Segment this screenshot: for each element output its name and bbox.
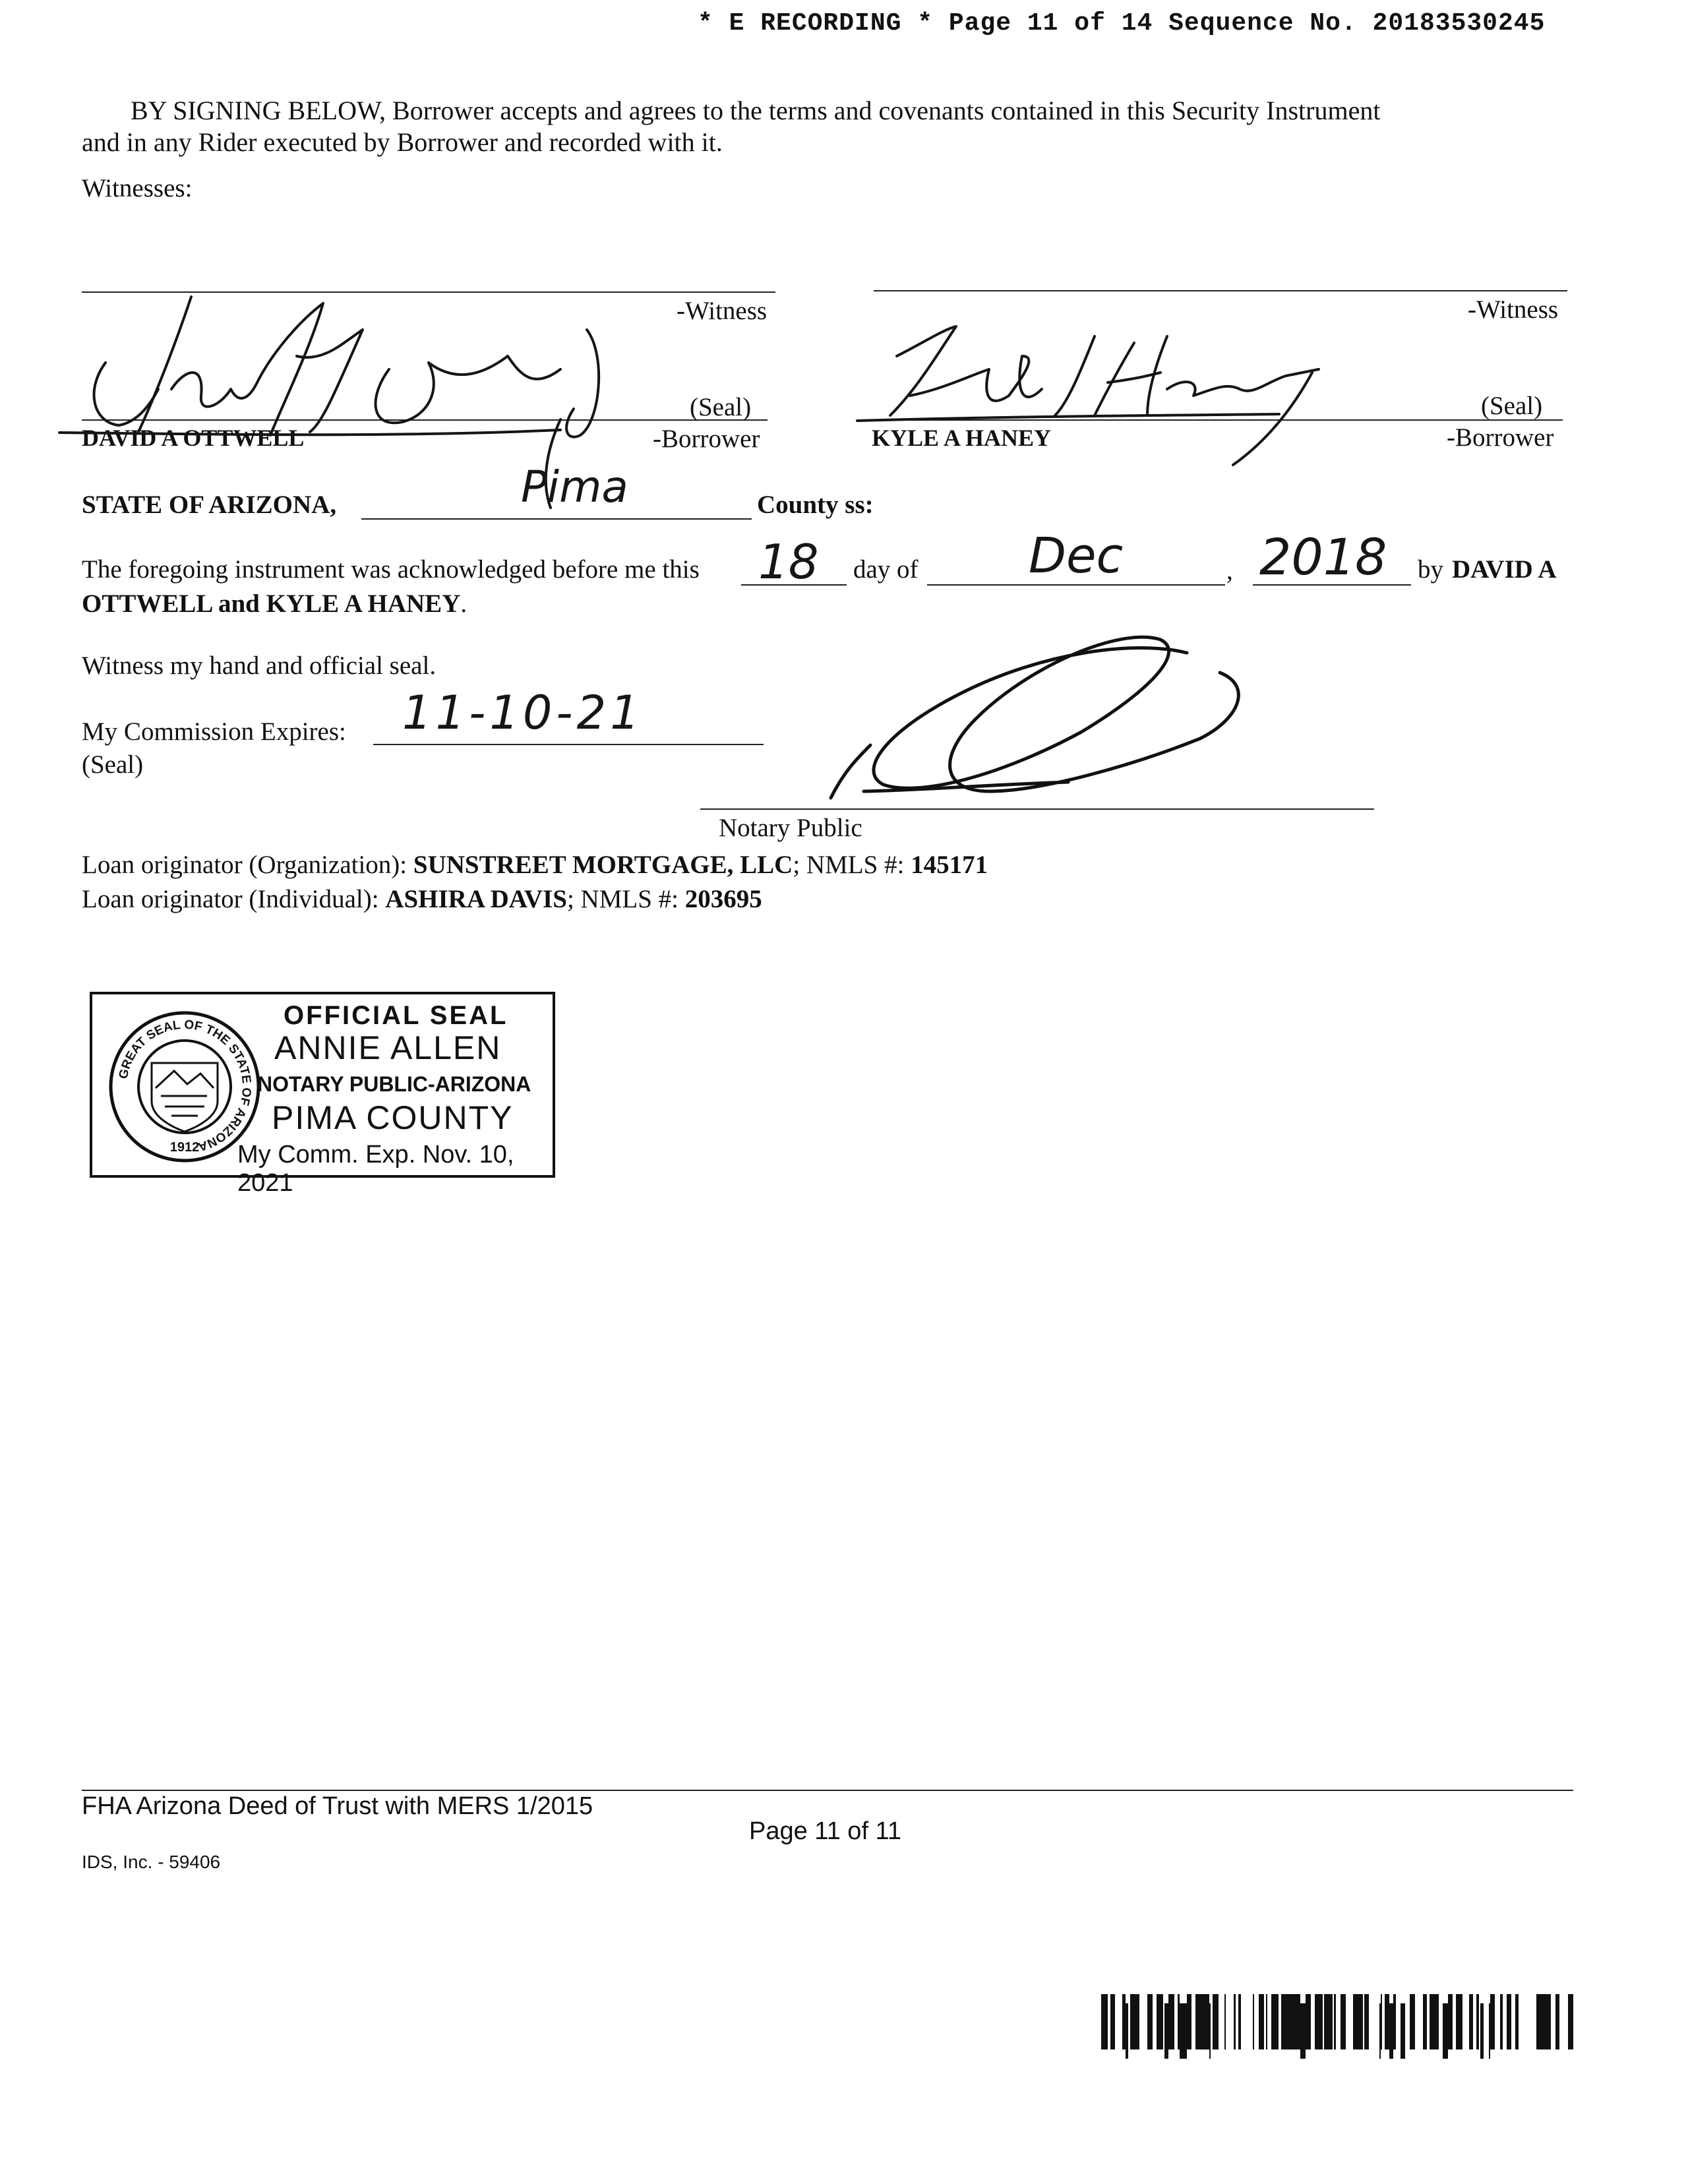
barcode-bar xyxy=(1306,1994,1310,2049)
ind-nmls-label: ; NMLS #: xyxy=(566,885,678,913)
barcode-bar xyxy=(1110,1994,1115,2049)
ind-label: Loan originator (Individual): xyxy=(82,885,379,913)
barcode-bar xyxy=(1259,1994,1264,2049)
witness-hand-seal: Witness my hand and official seal. xyxy=(82,652,437,680)
barcode-bar xyxy=(1509,1994,1511,2049)
barcode-bar xyxy=(1127,2003,1128,2059)
barcode-bar xyxy=(1443,2003,1448,2059)
barcode-bar xyxy=(1379,2003,1381,2059)
county-label: County ss: xyxy=(757,491,874,519)
by-label: by xyxy=(1418,555,1443,584)
stamp-title: OFFICIAL SEAL xyxy=(284,1001,508,1030)
barcode-bar xyxy=(1281,1994,1286,2049)
stamp-role: NOTARY PUBLIC-ARIZONA xyxy=(257,1072,531,1096)
barcode-bar xyxy=(1187,1994,1191,2049)
barcode-bar xyxy=(1324,1994,1327,2049)
witness-label-right: -Witness xyxy=(1468,295,1559,324)
barcode-bar xyxy=(1476,1994,1478,2049)
barcode-bar xyxy=(1135,1994,1137,2049)
barcode-bar xyxy=(1297,1994,1300,2049)
barcode-bar xyxy=(1381,1994,1382,2049)
barcode-bar xyxy=(1480,2003,1484,2059)
by-name-2-suffix: . xyxy=(460,590,467,618)
footer-form-name: FHA Arizona Deed of Trust with MERS 1/2015 xyxy=(82,1792,593,1820)
org-name: SUNSTREET MORTGAGE, LLC xyxy=(413,851,793,879)
witnesses-label: Witnesses: xyxy=(82,174,193,202)
stamp-expiration: My Comm. Exp. Nov. 10, 2021 xyxy=(237,1141,514,1197)
barcode-bar xyxy=(1358,1994,1360,2049)
barcode-bar xyxy=(1253,1994,1254,2049)
barcode-bar xyxy=(1161,1994,1163,2049)
notary-stamp xyxy=(90,992,555,1197)
recording-banner: * E RECORDING * Page 11 of 14 Sequence No. 20183530245 xyxy=(698,9,1546,38)
barcode-bar xyxy=(1401,2003,1405,2059)
witness-line-right xyxy=(874,290,1567,291)
barcode-bar xyxy=(1433,1994,1435,2049)
barcode-bar xyxy=(1471,1994,1473,2049)
barcode-bar xyxy=(1310,1994,1311,2049)
intro-line-1: BY SIGNING BELOW, Borrower accepts and agrees to the terms and covenants contained in this Security Instrument xyxy=(131,96,1381,125)
barcode-bar xyxy=(1137,1994,1139,2049)
barcode-bar xyxy=(1133,1994,1135,2049)
barcode-bar xyxy=(1353,1994,1358,2049)
barcode-bar xyxy=(1292,1994,1297,2049)
barcode-bar xyxy=(1319,1994,1323,2049)
barcode-bar xyxy=(1215,1994,1219,2049)
year-comma: , xyxy=(1226,557,1233,585)
barcode-bar xyxy=(1275,1994,1279,2049)
notary-line xyxy=(700,808,1374,810)
barcode-bar xyxy=(1331,1994,1333,2049)
commission-label: My Commission Expires: xyxy=(82,717,346,746)
barcode-bar xyxy=(1385,1994,1389,2049)
barcode-bar xyxy=(1147,1994,1153,2049)
barcode-bar xyxy=(1469,1994,1471,2049)
stamp-county: PIMA COUNTY xyxy=(272,1099,514,1136)
commission-line xyxy=(373,744,764,745)
month-handwritten: Dec xyxy=(1029,528,1124,584)
barcode-bar xyxy=(1238,1994,1241,2049)
commission-handwritten: 11-10-21 xyxy=(402,686,644,740)
barcode-bar xyxy=(1209,2003,1211,2059)
barcode-bar xyxy=(1204,1994,1209,2049)
day-handwritten: 18 xyxy=(758,534,819,590)
barcode-bar xyxy=(1546,1994,1551,2049)
barcode-bar xyxy=(1106,1994,1108,2049)
barcode-bar xyxy=(1126,2003,1127,2059)
barcode-bar xyxy=(1490,1994,1495,2049)
barcode-bar xyxy=(1393,1994,1396,2049)
barcode-bar xyxy=(1327,1994,1329,2049)
county-handwritten: Pima xyxy=(521,462,628,512)
seal-label-left: (Seal) xyxy=(690,393,752,421)
notary-signature-icon xyxy=(791,626,1253,811)
barcode-bar xyxy=(1430,1994,1433,2049)
year-handwritten: 2018 xyxy=(1259,528,1387,586)
barcode-bar xyxy=(1541,1994,1546,2049)
barcode-bar xyxy=(1568,1994,1570,2049)
barcode-bar xyxy=(1489,2003,1490,2059)
footer-vendor: IDS, Inc. - 59406 xyxy=(82,1852,221,1872)
barcode-bar xyxy=(1515,1994,1519,2049)
borrower2-name: KYLE A HANEY xyxy=(872,425,1052,451)
borrower-label-right: -Borrower xyxy=(1447,423,1554,452)
month-line xyxy=(927,584,1225,586)
by-name-2: OTTWELL and KYLE A HANEY xyxy=(82,590,461,618)
barcode-bar xyxy=(1451,1994,1453,2049)
barcode-bar xyxy=(1410,1994,1415,2049)
barcode-bar xyxy=(1423,1994,1427,2049)
ind-nmls: 203695 xyxy=(684,885,762,913)
ind-name: ASHIRA DAVIS xyxy=(385,885,567,913)
org-nmls-label: ; NMLS #: xyxy=(793,851,905,879)
barcode-bar xyxy=(1478,1994,1479,2049)
barcode-bar xyxy=(1171,1994,1174,2049)
barcode-bar xyxy=(1500,1994,1503,2049)
barcode-bar xyxy=(1203,1994,1204,2049)
barcode-bar xyxy=(1536,1994,1541,2049)
barcode-bar xyxy=(1360,1994,1363,2049)
barcode-bar xyxy=(1224,1994,1226,2049)
by-name-1: DAVID A xyxy=(1452,555,1557,584)
barcode-bar xyxy=(1315,1994,1319,2049)
witness-label-left: -Witness xyxy=(677,297,768,325)
intro-line-2: and in any Rider executed by Borrower and recorded with it. xyxy=(82,127,723,157)
seal-label-right: (Seal) xyxy=(1481,392,1543,420)
org-nmls: 145171 xyxy=(911,851,988,879)
barcode-bar xyxy=(1448,1994,1451,2049)
barcode-bar xyxy=(1130,1994,1133,2049)
borrower2-signature-icon xyxy=(857,317,1332,468)
barcode-bar xyxy=(1178,1994,1180,2049)
barcode-bar xyxy=(1507,1994,1509,2049)
seal-paren: (Seal) xyxy=(82,750,144,779)
foregoing-text: The foregoing instrument was acknowledged before me this xyxy=(82,555,700,584)
barcode-bar xyxy=(1157,1994,1161,2049)
barcode-icon xyxy=(1101,1994,1573,2049)
barcode-bar xyxy=(1555,1994,1559,2049)
barcode-bar xyxy=(1572,1994,1573,2049)
day-of-label: day of xyxy=(853,555,919,584)
barcode-bar xyxy=(1180,2003,1182,2059)
barcode-bar xyxy=(1364,1994,1369,2049)
borrower1-name: DAVID A OTTWELL xyxy=(82,425,305,451)
borrower-label-left: -Borrower xyxy=(653,425,760,453)
notary-public-label: Notary Public xyxy=(719,814,862,842)
barcode-bar xyxy=(1164,2003,1168,2059)
barcode-bar xyxy=(1104,1994,1106,2049)
stamp-name: ANNIE ALLEN xyxy=(274,1029,502,1066)
barcode-bar xyxy=(1195,1994,1198,2049)
barcode-bar xyxy=(1168,1994,1171,2049)
barcode-bar xyxy=(1271,1994,1275,2049)
barcode-bar xyxy=(1213,1994,1215,2049)
barcode-bar xyxy=(1200,1994,1203,2049)
barcode-bar xyxy=(1334,1994,1336,2049)
barcode-bar xyxy=(1456,1994,1459,2049)
barcode-bar xyxy=(1122,1994,1126,2049)
barcode-bar xyxy=(1286,1994,1292,2049)
barcode-bar xyxy=(1300,2003,1306,2059)
barcode-bar xyxy=(1182,2003,1187,2059)
barcode-bar xyxy=(1234,1994,1236,2049)
barcode-bar xyxy=(1435,1994,1439,2049)
footer-page-label: Page 11 of 11 xyxy=(749,1817,902,1845)
barcode-bar xyxy=(1570,1994,1572,2049)
barcode-bar xyxy=(1266,1994,1267,2049)
org-label: Loan originator (Organization): xyxy=(82,851,407,879)
barcode-bar xyxy=(1459,1994,1462,2049)
footer-rule xyxy=(82,1790,1573,1791)
state-label: STATE OF ARIZONA, xyxy=(82,491,337,519)
barcode-bar xyxy=(1101,1994,1104,2049)
barcode-bar xyxy=(1198,1994,1200,2049)
barcode-bar xyxy=(1389,2003,1393,2059)
seal-year: 1912 xyxy=(169,1140,200,1155)
seal-ring-text: GREAT SEAL OF THE STATE OF ARIZONA xyxy=(116,1017,254,1154)
barcode-bar xyxy=(1329,1994,1331,2049)
county-line xyxy=(361,518,752,520)
barcode-bar xyxy=(1341,1994,1346,2049)
